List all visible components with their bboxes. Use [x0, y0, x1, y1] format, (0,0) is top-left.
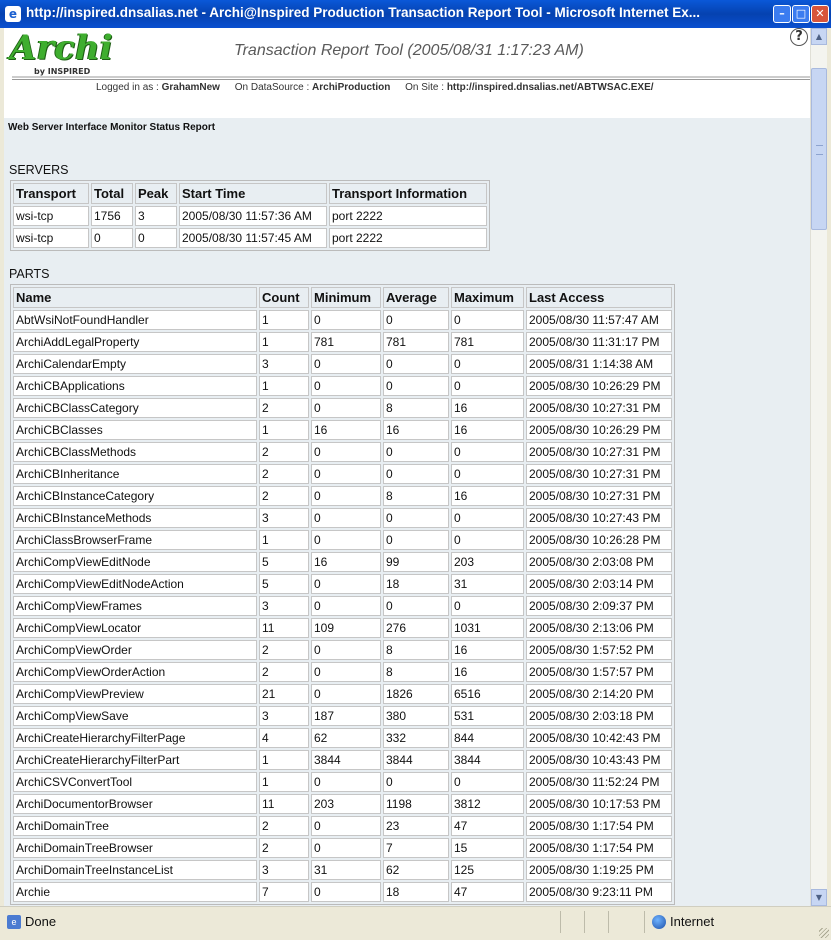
table-cell: 3 — [135, 206, 177, 226]
part-row — [13, 662, 672, 682]
table-cell: ArchiDomainTree — [13, 816, 257, 836]
table-cell: 2 — [259, 816, 309, 836]
table-cell: 0 — [451, 376, 524, 396]
column-header: Name — [13, 287, 257, 308]
table-cell: 2005/08/30 11:57:36 AM — [179, 206, 327, 226]
table-cell: 0 — [311, 596, 381, 616]
table-cell: 0 — [311, 530, 381, 550]
table-cell: 2005/08/30 1:17:54 PM — [526, 816, 672, 836]
column-header: Start Time — [179, 183, 327, 204]
column-header: Maximum — [451, 287, 524, 308]
part-row — [13, 882, 672, 902]
table-cell: ArchiCompViewEditNode — [13, 552, 257, 572]
table-cell: 3 — [259, 596, 309, 616]
report-title: Web Server Interface Monitor Status Report — [8, 122, 216, 133]
table-cell: 0 — [311, 310, 381, 330]
table-cell: wsi-tcp — [13, 228, 89, 248]
part-row — [13, 596, 672, 616]
table-cell: 203 — [311, 794, 381, 814]
table-cell: 2 — [259, 486, 309, 506]
table-cell: 2005/08/30 2:03:18 PM — [526, 706, 672, 726]
table-cell: 62 — [383, 860, 449, 880]
table-cell: 0 — [451, 596, 524, 616]
table-cell: 47 — [451, 882, 524, 902]
app-title: Transaction Report Tool (2005/08/31 1:17:23 AM) — [234, 42, 584, 59]
table-cell: 0 — [311, 508, 381, 528]
table-cell: 2005/08/30 11:57:45 AM — [179, 228, 327, 248]
part-row — [13, 508, 672, 528]
table-cell: 16 — [451, 398, 524, 418]
part-row — [13, 530, 672, 550]
table-cell: 3812 — [451, 794, 524, 814]
table-cell: 0 — [311, 486, 381, 506]
column-header: Count — [259, 287, 309, 308]
table-cell: 16 — [451, 486, 524, 506]
table-cell: 0 — [383, 596, 449, 616]
table-cell: 2005/08/30 10:42:43 PM — [526, 728, 672, 748]
table-cell: 187 — [311, 706, 381, 726]
table-cell: 2005/08/30 10:26:29 PM — [526, 376, 672, 396]
column-header: Last Access — [526, 287, 672, 308]
table-cell: ArchiAddLegalProperty — [13, 332, 257, 352]
table-cell: 21 — [259, 684, 309, 704]
table-cell: ArchiCBClasses — [13, 420, 257, 440]
table-cell: ArchiDomainTreeInstanceList — [13, 860, 257, 880]
table-cell: 1 — [259, 750, 309, 770]
table-cell: 0 — [383, 310, 449, 330]
table-cell: 332 — [383, 728, 449, 748]
table-cell: 0 — [451, 530, 524, 550]
table-cell: 0 — [383, 442, 449, 462]
table-cell: 0 — [383, 530, 449, 550]
part-row — [13, 838, 672, 858]
table-cell: 7 — [383, 838, 449, 858]
help-icon[interactable]: ? — [790, 28, 808, 46]
table-cell: ArchiCSVConvertTool — [13, 772, 257, 792]
table-cell: ArchiCBClassMethods — [13, 442, 257, 462]
part-row — [13, 816, 672, 836]
table-cell: 62 — [311, 728, 381, 748]
table-cell: 2005/08/30 2:03:14 PM — [526, 574, 672, 594]
page-done-icon: e — [7, 915, 21, 929]
table-cell: 3844 — [383, 750, 449, 770]
internet-globe-icon — [652, 915, 666, 929]
table-cell: 0 — [91, 228, 133, 248]
table-cell: 2005/08/30 11:31:17 PM — [526, 332, 672, 352]
table-cell: ArchiCBInstanceMethods — [13, 508, 257, 528]
table-cell: 0 — [383, 772, 449, 792]
part-row — [13, 574, 672, 594]
part-row — [13, 376, 672, 396]
table-cell: 2005/08/30 1:19:25 PM — [526, 860, 672, 880]
status-divider — [644, 911, 645, 933]
table-cell: 8 — [383, 640, 449, 660]
table-cell: 16 — [311, 552, 381, 572]
table-cell: 2005/08/30 1:57:57 PM — [526, 662, 672, 682]
column-header: Average — [383, 287, 449, 308]
table-cell: ArchiCompViewOrderAction — [13, 662, 257, 682]
table-cell: 15 — [451, 838, 524, 858]
table-cell: 0 — [383, 464, 449, 484]
table-cell: 2005/08/30 10:27:31 PM — [526, 398, 672, 418]
table-cell: 2005/08/30 1:57:52 PM — [526, 640, 672, 660]
minimize-button[interactable]: – — [773, 5, 791, 23]
table-cell: 5 — [259, 574, 309, 594]
table-cell: 6516 — [451, 684, 524, 704]
close-button[interactable]: ✕ — [811, 5, 829, 23]
table-cell: 1 — [259, 530, 309, 550]
table-cell: 0 — [311, 684, 381, 704]
table-cell: 2005/08/30 10:17:53 PM — [526, 794, 672, 814]
table-cell: port 2222 — [329, 228, 487, 248]
table-cell: 18 — [383, 882, 449, 902]
part-row — [13, 860, 672, 880]
table-cell: 8 — [383, 398, 449, 418]
table-cell: 7 — [259, 882, 309, 902]
part-row — [13, 486, 672, 506]
table-cell: 0 — [451, 508, 524, 528]
servers-heading: SERVERS — [9, 163, 69, 177]
scroll-thumb[interactable] — [811, 68, 827, 230]
table-cell: ArchiClassBrowserFrame — [13, 530, 257, 550]
table-cell: 109 — [311, 618, 381, 638]
session-info — [96, 82, 654, 93]
table-cell: 2005/08/30 10:43:43 PM — [526, 750, 672, 770]
table-cell: 0 — [311, 816, 381, 836]
report-area — [4, 118, 810, 906]
table-cell: ArchiCompViewPreview — [13, 684, 257, 704]
table-cell: 11 — [259, 618, 309, 638]
table-cell: 2 — [259, 838, 309, 858]
table-cell: 3844 — [311, 750, 381, 770]
table-cell: 1 — [259, 332, 309, 352]
table-cell: ArchiCBApplications — [13, 376, 257, 396]
part-row — [13, 354, 672, 374]
table-cell: 1826 — [383, 684, 449, 704]
part-row — [13, 794, 672, 814]
table-cell: 0 — [383, 508, 449, 528]
table-cell: 0 — [311, 354, 381, 374]
part-row — [13, 332, 672, 352]
column-header: Total — [91, 183, 133, 204]
table-cell: 0 — [311, 640, 381, 660]
logo-byline: by INSPIRED — [34, 67, 91, 76]
table-cell: 2 — [259, 662, 309, 682]
part-row — [13, 728, 672, 748]
table-cell: 0 — [311, 838, 381, 858]
table-cell: ArchiCompViewLocator — [13, 618, 257, 638]
table-cell: 31 — [311, 860, 381, 880]
table-cell: 11 — [259, 794, 309, 814]
status-divider — [608, 911, 609, 933]
table-cell: port 2222 — [329, 206, 487, 226]
logged-in-label: Logged in as : — [96, 82, 159, 93]
table-cell: 1756 — [91, 206, 133, 226]
part-row — [13, 772, 672, 792]
parts-heading: PARTS — [9, 267, 50, 281]
status-bar — [0, 906, 831, 940]
status-divider — [584, 911, 585, 933]
table-cell: ArchiCBInheritance — [13, 464, 257, 484]
table-cell: 1 — [259, 772, 309, 792]
part-row — [13, 310, 672, 330]
table-cell: 2005/08/30 10:26:29 PM — [526, 420, 672, 440]
table-cell: 0 — [311, 882, 381, 902]
table-cell: 1198 — [383, 794, 449, 814]
logo-wordmark: Archi — [10, 28, 113, 68]
scroll-up-arrow-icon[interactable]: ▲ — [811, 28, 827, 45]
vertical-scrollbar[interactable] — [810, 28, 827, 906]
table-cell: 2005/08/30 2:13:06 PM — [526, 618, 672, 638]
table-cell: ArchiCalendarEmpty — [13, 354, 257, 374]
table-cell: 2005/08/30 2:03:08 PM — [526, 552, 672, 572]
table-cell: 0 — [451, 354, 524, 374]
table-cell: 2005/08/30 10:27:31 PM — [526, 442, 672, 462]
page-viewport — [4, 28, 810, 906]
table-cell: 781 — [311, 332, 381, 352]
table-cell: 2 — [259, 640, 309, 660]
table-cell: 2 — [259, 464, 309, 484]
table-cell: 3 — [259, 860, 309, 880]
table-cell: 844 — [451, 728, 524, 748]
table-cell: 2005/08/30 11:57:47 AM — [526, 310, 672, 330]
table-cell: 3844 — [451, 750, 524, 770]
site-label: On Site : — [405, 82, 445, 93]
table-cell: 23 — [383, 816, 449, 836]
table-cell: ArchiCompViewFrames — [13, 596, 257, 616]
table-cell: 781 — [383, 332, 449, 352]
status-divider — [560, 911, 561, 933]
table-cell: 16 — [383, 420, 449, 440]
table-cell: 2005/08/30 2:09:37 PM — [526, 596, 672, 616]
page-header — [4, 28, 810, 118]
table-cell: wsi-tcp — [13, 206, 89, 226]
table-cell: 0 — [383, 354, 449, 374]
table-cell: 16 — [451, 662, 524, 682]
archi-logo[interactable] — [8, 28, 113, 78]
column-header: Transport Information — [329, 183, 487, 204]
table-cell: 1 — [259, 376, 309, 396]
table-cell: 0 — [311, 442, 381, 462]
table-cell: 2005/08/30 10:26:28 PM — [526, 530, 672, 550]
table-cell: ArchiDocumentorBrowser — [13, 794, 257, 814]
part-row — [13, 442, 672, 462]
part-row — [13, 750, 672, 770]
table-cell: 3 — [259, 706, 309, 726]
table-cell: 31 — [451, 574, 524, 594]
table-cell: 2005/08/30 2:14:20 PM — [526, 684, 672, 704]
table-cell: ArchiCreateHierarchyFilterPage — [13, 728, 257, 748]
status-text: Done — [25, 914, 57, 929]
table-cell: 203 — [451, 552, 524, 572]
security-zone-label: Internet — [670, 914, 715, 929]
table-cell: ArchiCBClassCategory — [13, 398, 257, 418]
table-cell: 0 — [451, 310, 524, 330]
window-title: http://inspired.dnsalias.net - Archi@Inspired Production Transaction Report Tool - Microsoft Internet Ex... — [26, 5, 700, 20]
column-header: Transport — [13, 183, 89, 204]
table-cell: 276 — [383, 618, 449, 638]
part-row — [13, 706, 672, 726]
table-cell: 0 — [311, 574, 381, 594]
table-cell: 2005/08/30 11:52:24 PM — [526, 772, 672, 792]
table-cell: ArchiCompViewOrder — [13, 640, 257, 660]
table-cell: 3 — [259, 508, 309, 528]
table-cell: 0 — [311, 662, 381, 682]
table-cell: 125 — [451, 860, 524, 880]
table-cell: 2005/08/30 10:27:43 PM — [526, 508, 672, 528]
table-cell: AbtWsiNotFoundHandler — [13, 310, 257, 330]
table-cell: ArchiCBInstanceCategory — [13, 486, 257, 506]
table-cell: 1 — [259, 420, 309, 440]
table-cell: 5 — [259, 552, 309, 572]
part-row — [13, 618, 672, 638]
table-cell: 2005/08/30 9:23:11 PM — [526, 882, 672, 902]
servers-table — [10, 180, 490, 251]
window-title-bar[interactable] — [0, 0, 831, 28]
table-cell: Archie — [13, 882, 257, 902]
datasource-value: ArchiProduction — [312, 82, 391, 93]
table-cell: 0 — [311, 376, 381, 396]
internet-explorer-icon[interactable]: e — [5, 6, 21, 22]
table-cell: 531 — [451, 706, 524, 726]
table-cell: 2005/08/30 1:17:54 PM — [526, 838, 672, 858]
table-cell: ArchiCreateHierarchyFilterPart — [13, 750, 257, 770]
table-cell: 0 — [451, 442, 524, 462]
logged-in-user: GrahamNew — [161, 82, 220, 93]
table-cell: 2 — [259, 442, 309, 462]
table-cell: 2005/08/31 1:14:38 AM — [526, 354, 672, 374]
table-cell: 4 — [259, 728, 309, 748]
table-cell: 16 — [451, 420, 524, 440]
table-cell: ArchiCompViewSave — [13, 706, 257, 726]
column-header: Minimum — [311, 287, 381, 308]
table-cell: ArchiCompViewEditNodeAction — [13, 574, 257, 594]
table-cell: 99 — [383, 552, 449, 572]
part-row — [13, 552, 672, 572]
table-cell: 2 — [259, 398, 309, 418]
header-divider — [12, 76, 810, 78]
datasource-label: On DataSource : — [234, 82, 310, 93]
table-cell: 2005/08/30 10:27:31 PM — [526, 486, 672, 506]
part-row — [13, 640, 672, 660]
table-cell: 0 — [311, 464, 381, 484]
resize-grip-icon[interactable] — [819, 928, 829, 938]
column-header: Peak — [135, 183, 177, 204]
table-cell: 8 — [383, 486, 449, 506]
table-cell: 0 — [311, 772, 381, 792]
maximize-button[interactable]: □ — [792, 5, 810, 23]
table-cell: 0 — [451, 464, 524, 484]
table-cell: 0 — [383, 376, 449, 396]
table-cell: 0 — [311, 398, 381, 418]
table-cell: 16 — [311, 420, 381, 440]
table-cell: 0 — [135, 228, 177, 248]
table-cell: 2005/08/30 10:27:31 PM — [526, 464, 672, 484]
table-cell: 781 — [451, 332, 524, 352]
table-cell: 18 — [383, 574, 449, 594]
server-row — [13, 206, 487, 226]
table-cell: 8 — [383, 662, 449, 682]
part-row — [13, 684, 672, 704]
part-row — [13, 420, 672, 440]
parts-table — [10, 284, 675, 905]
table-cell: 16 — [451, 640, 524, 660]
part-row — [13, 464, 672, 484]
table-cell: 0 — [451, 772, 524, 792]
server-row — [13, 228, 487, 248]
table-cell: 380 — [383, 706, 449, 726]
header-divider-shadow — [12, 79, 810, 80]
table-cell: 1031 — [451, 618, 524, 638]
table-cell: 1 — [259, 310, 309, 330]
table-cell: 47 — [451, 816, 524, 836]
table-cell: 3 — [259, 354, 309, 374]
scroll-down-arrow-icon[interactable]: ▼ — [811, 889, 827, 906]
part-row — [13, 398, 672, 418]
table-cell: ArchiDomainTreeBrowser — [13, 838, 257, 858]
site-link[interactable]: http://inspired.dnsalias.net/ABTWSAC.EXE/ — [446, 82, 654, 93]
